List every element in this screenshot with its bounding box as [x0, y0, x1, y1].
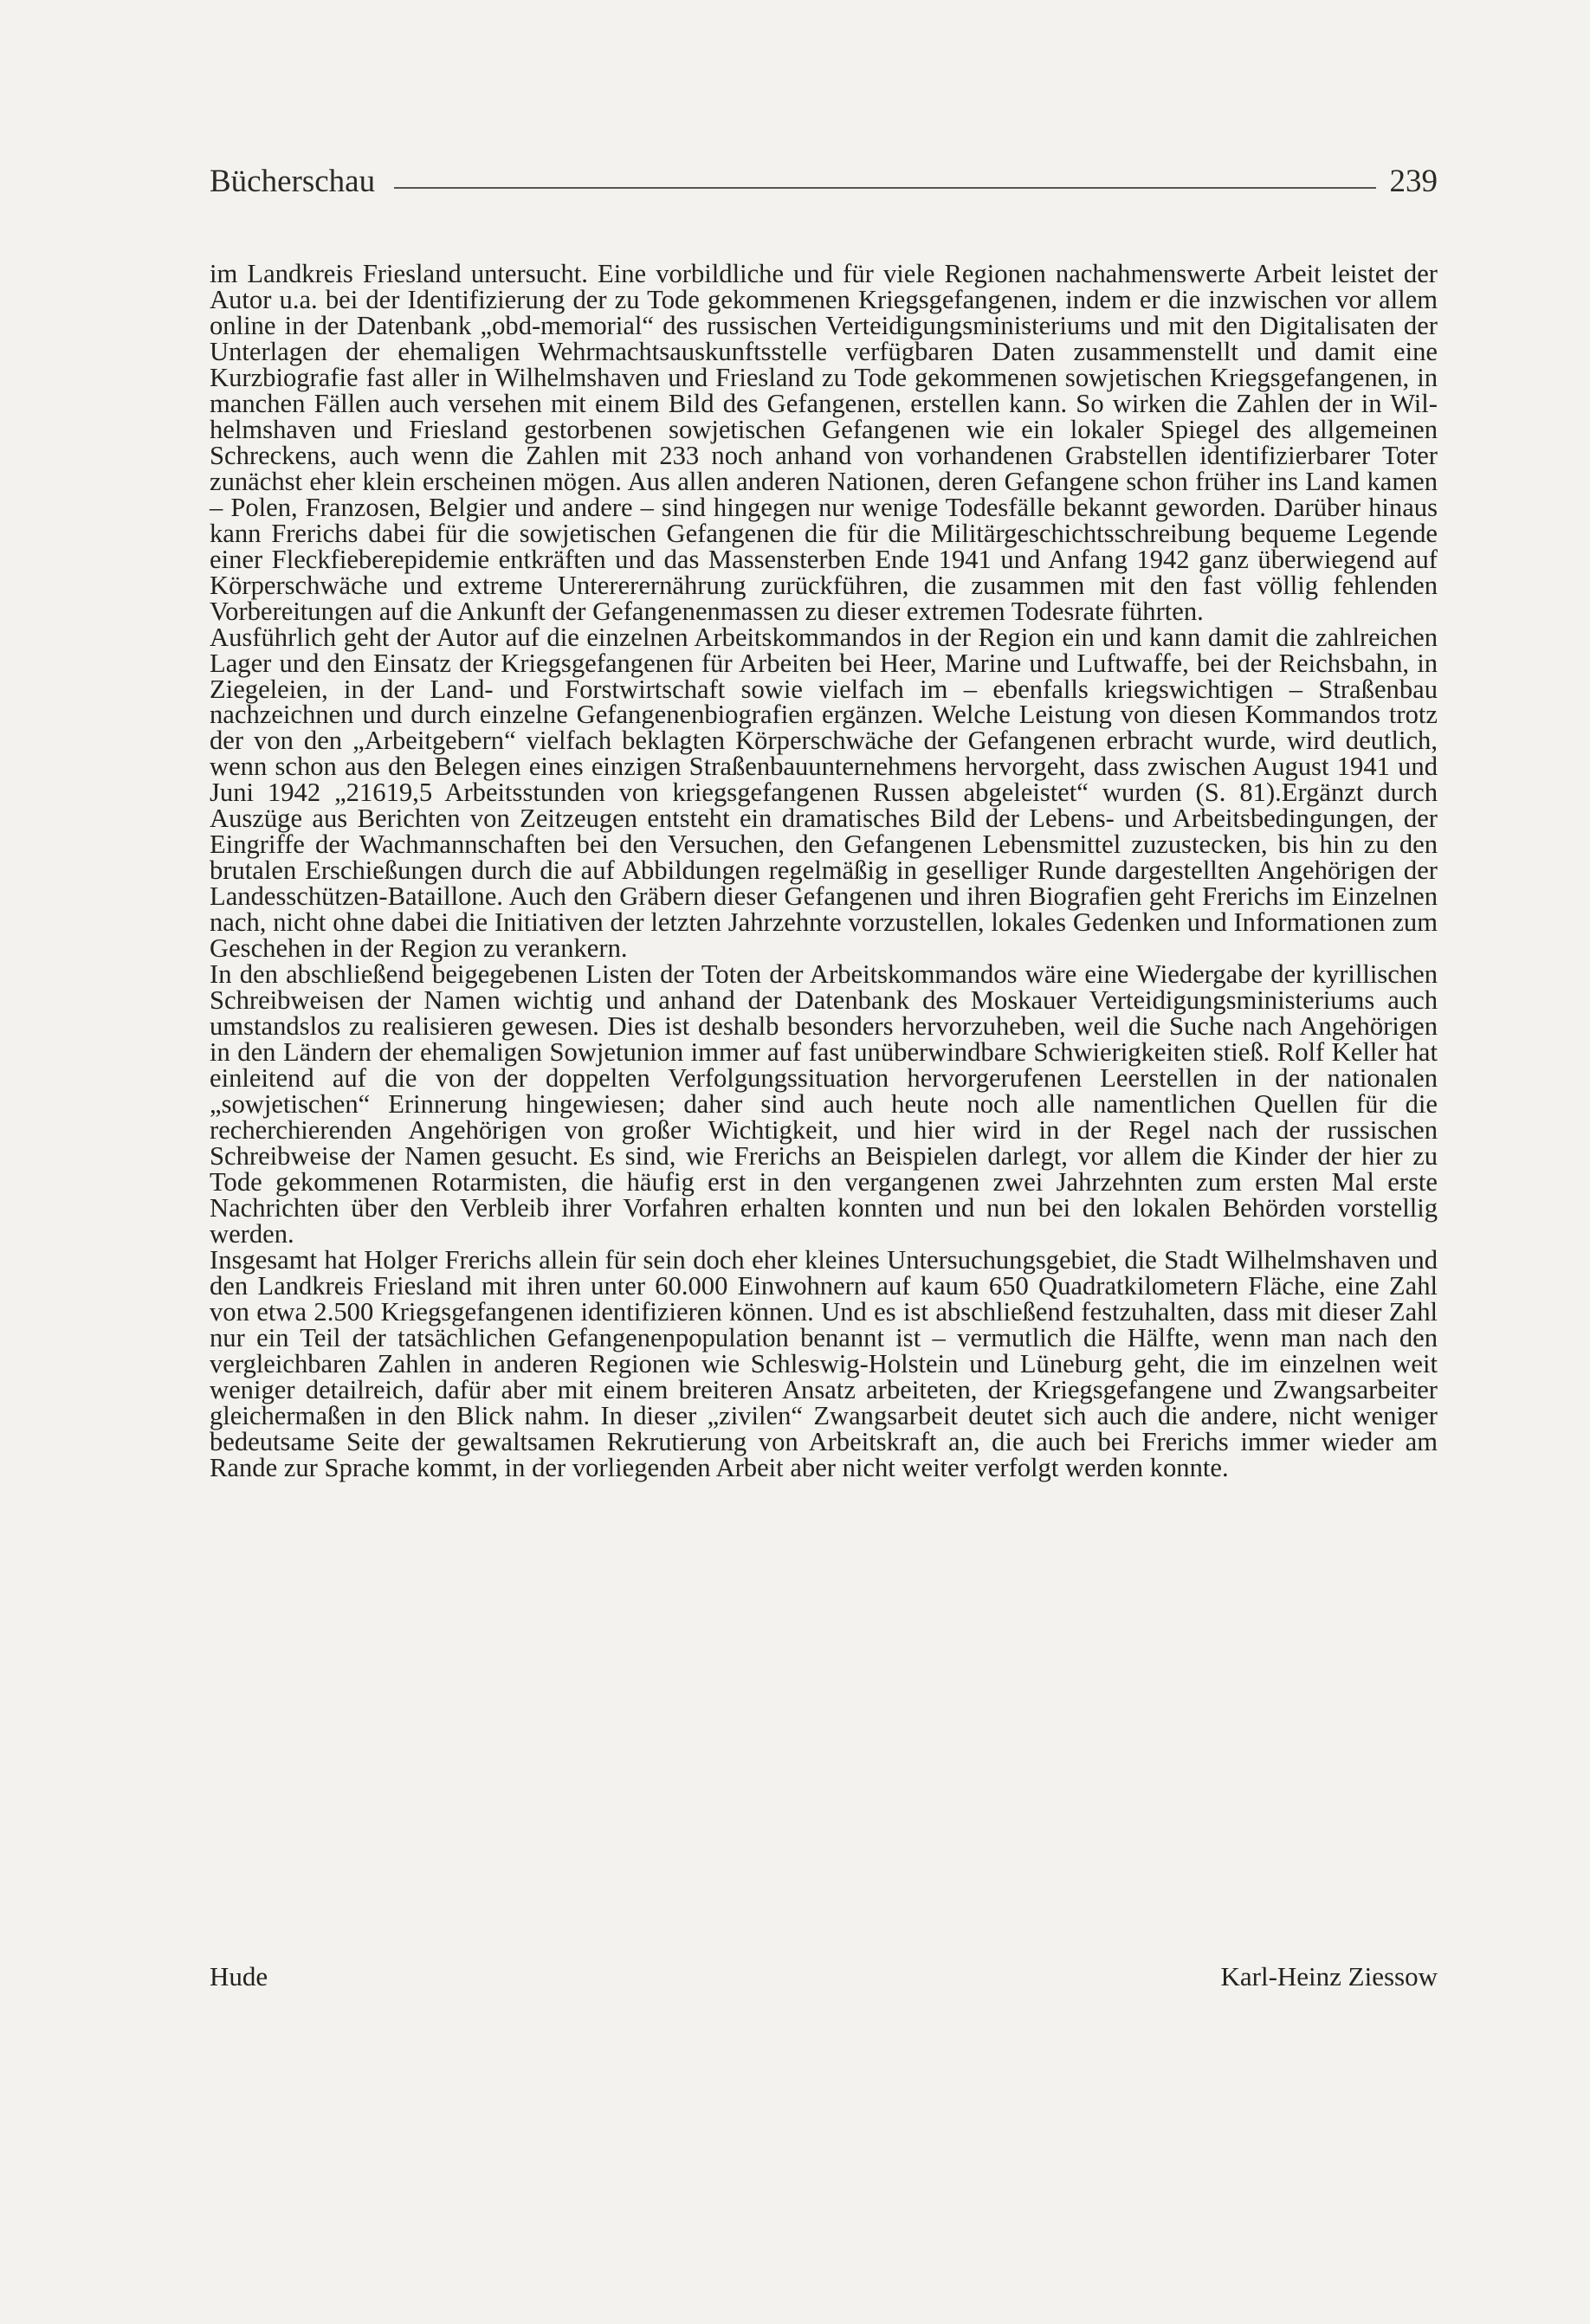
paragraph: im Landkreis Friesland untersucht. Eine vorbildliche und für viele Regionen nachahmenswerte Arbeit leistet der Autor u.a. bei der Identifizierung der zu Tode gekommenen Kriegsgefangenen, indem er die inzwischen vor allem online in der Datenbank „obd-memorial“ des russischen Verteidigungsministeriums und mit den Digitalisaten der Unterlagen der ehemaligen Wehrmachtsauskunftsstelle verfügbaren Daten zusammenstellt und damit eine Kurzbiografie fast aller in Wilhelmshaven und Friesland zu Tode gekommenen sowjetischen Kriegsgefangenen, in manchen Fällen auch versehen mit einem Bild des Gefangenen, erstellen kann. So wirken die Zahlen der in Wilhelmshaven und Friesland gestorbenen sowjetischen Gefangenen wie ein lokaler Spiegel des allgemeinen Schreckens, auch wenn die Zahlen mit 233 noch anhand von vorhandenen Grabstellen identifizierbarer Toter zunächst eher klein erscheinen mögen. Aus allen anderen Nationen, deren Gefangene schon früher ins Land kamen – Polen, Franzosen, Belgier und andere – sind hingegen nur wenige Todesfälle bekannt geworden. Darüber hinaus kann Frerichs dabei für die sowjetischen Gefangenen die für die Militärgeschichtsschreibung bequeme Legende einer Fleckfieberepidemie entkräften und das Massensterben Ende 1941 und Anfang 1942 ganz überwiegend auf Körperschwäche und extreme Untererernährung zurückführen, die zusammen mit den fast völlig fehlenden Vorbereitungen auf die Ankunft der Gefangenenmassen zu dieser extremen Todesrate führten.: [210, 259, 1438, 626]
signature-line: [210, 1962, 1438, 1992]
signature-author: Karl-Heinz Ziessow: [1220, 1961, 1438, 1992]
page-number: 239: [1389, 164, 1438, 199]
header-rule: [394, 187, 1375, 189]
signature-place: Hude: [210, 1961, 268, 1992]
section-title: Bücherschau: [210, 164, 376, 199]
paragraph: Ausführlich geht der Autor auf die einzelnen Arbeitskommandos in der Region ein und kann damit die zahlreichen Lager und den Einsatz der Kriegsgefangenen für Arbeiten bei Heer, Marine und Luftwaffe, bei der Reichsbahn, in Ziegeleien, in der Land- und Forstwirtschaft sowie vielfach im – ebenfalls kriegswichtigen – Straßenbau nachzeichnen und durch einzelne Gefangenenbiografien ergänzen. Welche Leistung von diesen Kommandos trotz der von den „Arbeitgebern“ vielfach beklagten Körperschwäche der Gefangenen erbracht wurde, wird deutlich, wenn schon aus den Belegen eines einzigen Straßenbauunternehmens hervorgeht, dass zwischen August 1941 und Juni 1942 „21619,5 Arbeitsstunden von kriegsgefangenen Russen abgeleistet“ wurden (S. 81).Ergänzt durch Auszüge aus Berichten von Zeitzeugen entsteht ein dramatisches Bild der Lebens- und Arbeitsbedingungen, der Eingriffe der Wachmannschaften bei den Versuchen, den Gefangenen Lebensmittel zuzustecken, bis hin zu den brutalen Erschießungen durch die auf Abbildungen regelmäßig in geselliger Runde dargestellten Angehörigen der Landesschützen-Bataillone. Auch den Gräbern dieser Gefangenen und ihren Biografien geht Frerichs im Einzelnen nach, nicht ohne dabei die Initiativen der letzten Jahrzehnte vorzustellen, lokales Gedenken und Informationen zum Geschehen in der Region zu verankern.: [210, 622, 1438, 964]
paragraph: Insgesamt hat Holger Frerichs allein für sein doch eher kleines Untersuchungsgebiet, die Stadt Wilhelmshaven und den Landkreis Friesland mit ihren unter 60.000 Einwohnern auf kaum 650 Quadratkilometern Fläche, eine Zahl von etwa 2.500 Kriegsgefangenen identifizieren können. Und es ist abschließend festzuhalten, dass mit dieser Zahl nur ein Teil der tatsächlichen Gefangenenpopulation benannt ist – vermutlich die Hälfte, wenn man nach den vergleichbaren Zahlen in anderen Regionen wie Schleswig-Holstein und Lüneburg geht, die im einzelnen weit weniger detailreich, dafür aber mit einem breiteren Ansatz arbeiteten, der Kriegsgefangene und Zwangsarbeiter gleichermaßen in den Blick nahm. In dieser „zivilen“ Zwangsarbeit deutet sich auch die andere, nicht weniger bedeutsame Seite der gewaltsamen Rekrutierung von Arbeitskraft an, die auch bei Frerichs immer wieder am Rande zur Sprache kommt, in der vorliegenden Arbeit aber nicht weiter verfolgt werden konnte.: [210, 1244, 1438, 1482]
running-head: [210, 156, 1438, 199]
review-body: [210, 261, 1438, 1482]
paragraph: In den abschließend beigegebenen Listen der Toten der Arbeitskommandos wäre eine Wiedergabe der kyrillischen Schreibweisen der Namen wichtig und anhand der Datenbank des Moskauer Verteidigungsministeriums auch umstandslos zu realisieren gewesen. Dies ist deshalb besonders hervorzuheben, weil die Suche nach Angehörigen in den Ländern der ehemaligen Sowjetunion immer auf fast unüberwindbare Schwierigkeiten stieß. Rolf Keller hat einleitend auf die von der doppelten Verfolgungssituation hervorgerufenen Leerstellen in der nationalen „sowjetischen“ Erinnerung hingewiesen; daher sind auch heute noch alle namentlichen Quellen für die recherchierenden Angehörigen von großer Wichtigkeit, und hier wird in der Regel nach der russischen Schreibweise der Namen gesucht. Es sind, wie Frerichs an Beispielen darlegt, vor allem die Kinder der hier zu Tode gekommenen Rotarmisten, die häufig erst in den vergangenen zwei Jahrzehnten zum ersten Mal erste Nachrichten über den Verbleib ihrer Vorfahren erhalten konnten und nun bei den lokalen Behörden vorstellig werden.: [210, 959, 1438, 1249]
